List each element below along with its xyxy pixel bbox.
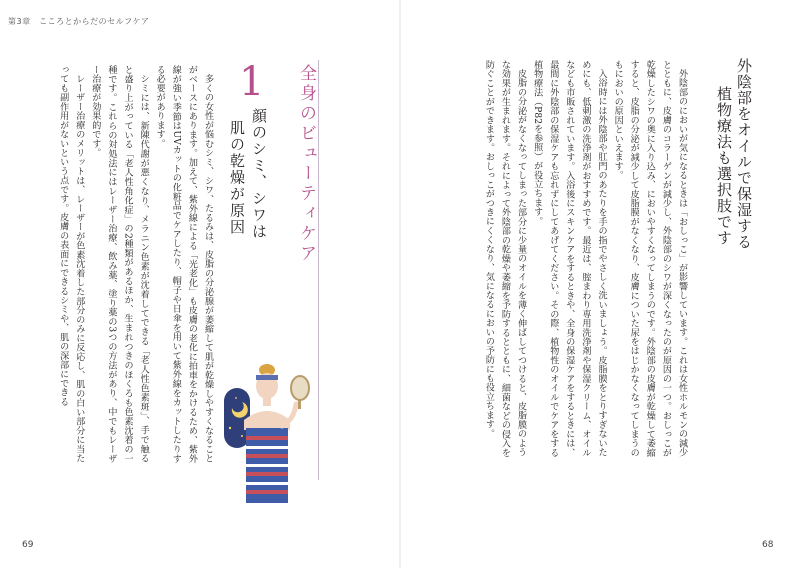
right-paragraph-3: 皮脂の分泌がなくなってしまった部分に少量のオイルを薄く伸ばしてつけると、皮脂膜のような効果が生まれます。それによって外陰部の乾燥や萎縮を予防するとともに、細菌などの侵入を防ぐことができます。おしっこがつきにくくなり、気になるにおいの予防にも役立ちます。 [483, 60, 527, 457]
right-page-body [450, 60, 690, 457]
woman-with-mirror-illustration [222, 358, 312, 508]
left-page-body [40, 65, 216, 463]
running-head: 第3章 こころとからだのセルフケア [8, 17, 150, 26]
left-paragraph-1: 多くの女性が悩むシミ、シワ、たるみは、皮脂の分泌腺が萎縮して肌が乾燥しやすくなることがベースにあります。加えて、紫外線による「光老化」も皮膚の老化に拍車をかけるため、紫外線が強い季節はUVカットの化粧品でケアしたり、帽子や日傘を用いて紫外線をカットしたりする必要があります。 [154, 65, 213, 463]
left-page-heading [226, 108, 270, 308]
star-icon [241, 435, 243, 437]
arm [282, 404, 296, 426]
section-divider-line [318, 60, 319, 480]
page-number-left: 69 [22, 540, 34, 550]
star-icon [229, 427, 231, 429]
page-number-right: 68 [762, 540, 774, 550]
left-paragraph-2: シミには、新陳代謝が悪くなり、メラニン色素が沈着してできる「老人性色素斑」、手で触ると盛り上がっている「老人性角化症」の2種類があるほか、生まれつきのほくろも色素沈着の一種です。これらの対処法にはレーザー治療、飲み薬、塗り薬の3つの方法があり、中でもレーザー治療が効果的です。 [90, 65, 149, 463]
hand-mirror-icon [291, 376, 309, 400]
section-number: 1 [239, 59, 265, 105]
right-paragraph-2: 入浴時には外陰部や肛門のあたりを手の指でやさしく洗いましょう。皮脂膜をとりすぎないためにも、低刺激の洗浄剤がおすすめです。最近は、腟まわり専用洗浄剤や保湿クリーム、オイルなども市販されています。入浴後にスキンケアをするときや、全身の保湿ケアをするときには、最間に外陰部の保湿ケアも忘れずにしてあげてください。その際、植物性のオイルでケアをする植物療法（P82を参照）が役立ちます。 [532, 60, 607, 457]
neck [263, 398, 271, 406]
left-heading-line-2: 肌の乾燥が原因 [228, 120, 246, 236]
headband [256, 375, 278, 380]
section-title: 全身のビューティケア [296, 64, 316, 264]
striped-dress [246, 428, 288, 503]
page-gutter [399, 0, 401, 568]
star-icon [235, 397, 237, 399]
right-heading-line-2: 植物療法も選択肢です [715, 86, 733, 246]
left-paragraph-3: レーザー治療のメリットは、レーザーが色素沈着した部分のみに反応し、肌の白い部分に当たっても副作用がないという点です。皮膚の表面にできるシミや、肌の深部にできる [58, 65, 85, 463]
right-heading-line-1: 外陰部をオイルで保湿する [735, 58, 753, 250]
left-heading-line-1: 顔のシミ、シワは [250, 108, 268, 240]
right-page-heading [714, 58, 754, 298]
right-paragraph-1: 外陰部のにおいが気になるときは「おしっこ」が影響しています。これは女性ホルモンの減少とともに、皮膚のコラーゲンが減少し、外陰部のシワが深くなったのが原因の一つ。おしっこが乾燥したシワの奥に入り込み、においやすくなってしまうのです。外陰部の皮膚が乾燥して萎縮すると、皮脂の分泌が減少して皮脂膜がなくなり、皮膚についた尿をはじかなくなってしまうのもにおいの原因といえます。 [612, 60, 687, 457]
mirror-handle [298, 399, 301, 409]
